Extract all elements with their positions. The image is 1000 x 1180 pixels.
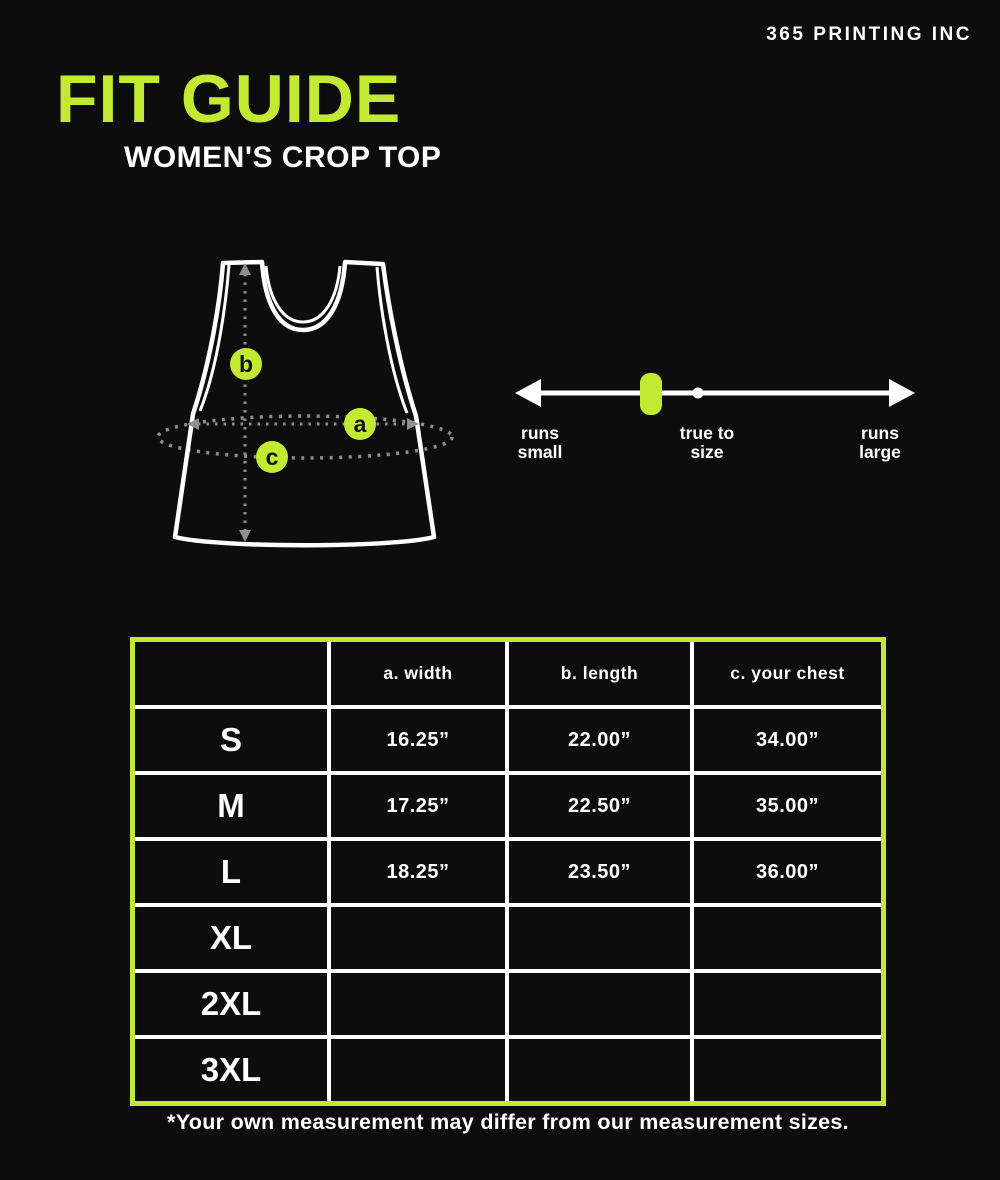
length-value: 22.00” (509, 709, 690, 771)
length-arrow-up (239, 263, 251, 275)
chest-value: 35.00” (694, 775, 881, 837)
width-value: 18.25” (331, 841, 505, 903)
size-chart-corner-cell (135, 642, 327, 705)
fit-scale-indicator (640, 373, 662, 415)
width-value: 16.25” (331, 709, 505, 771)
column-header-width: a. width (331, 642, 505, 705)
fit-scale-center-dot (693, 388, 704, 399)
fit-scale-label-true-to-size (657, 424, 757, 462)
fit-scale (505, 358, 925, 430)
width-value (331, 907, 505, 969)
page-title: FIT GUIDE (56, 61, 402, 137)
length-arrow-down (239, 530, 251, 542)
width-value (331, 973, 505, 1035)
measurement-disclaimer: *Your own measurement may differ from our measurement sizes. (167, 1110, 849, 1134)
length-value (509, 907, 690, 969)
size-label: 3XL (135, 1039, 327, 1101)
marker-b-label: b (238, 351, 254, 377)
fit-scale-label-runs-small (495, 424, 585, 462)
length-value (509, 973, 690, 1035)
column-header-length: b. length (509, 642, 690, 705)
label-line: large (859, 442, 901, 462)
marker-c-label: c (265, 444, 279, 470)
marker-a-label: a (353, 411, 367, 437)
column-header-chest: c. your chest (694, 642, 881, 705)
label-line: runs (521, 423, 559, 443)
chest-value: 36.00” (694, 841, 881, 903)
chest-value: 34.00” (694, 709, 881, 771)
page-subtitle: WOMEN'S CROP TOP (124, 141, 442, 174)
width-value: 17.25” (331, 775, 505, 837)
size-label: S (135, 709, 327, 771)
width-value (331, 1039, 505, 1101)
chest-value (694, 973, 881, 1035)
label-line: true to (679, 423, 735, 443)
size-label: 2XL (135, 973, 327, 1035)
length-value: 23.50” (509, 841, 690, 903)
size-label: L (135, 841, 327, 903)
fit-scale-arrow-right (889, 379, 915, 407)
length-value: 22.50” (509, 775, 690, 837)
right-armhole-line (377, 267, 407, 413)
chest-value (694, 1039, 881, 1101)
label-line: small (517, 442, 563, 462)
size-label: M (135, 775, 327, 837)
crop-top-diagram (148, 248, 468, 558)
brand-name: 365 PRINTING INC (766, 24, 972, 45)
fit-scale-label-runs-large (835, 424, 925, 462)
chest-value (694, 907, 881, 969)
label-line: size (690, 442, 724, 462)
size-chart-table (130, 637, 886, 1106)
fit-scale-arrow-left (515, 379, 541, 407)
label-line: runs (861, 423, 899, 443)
size-label: XL (135, 907, 327, 969)
shirt-outline (175, 262, 434, 545)
length-value (509, 1039, 690, 1101)
